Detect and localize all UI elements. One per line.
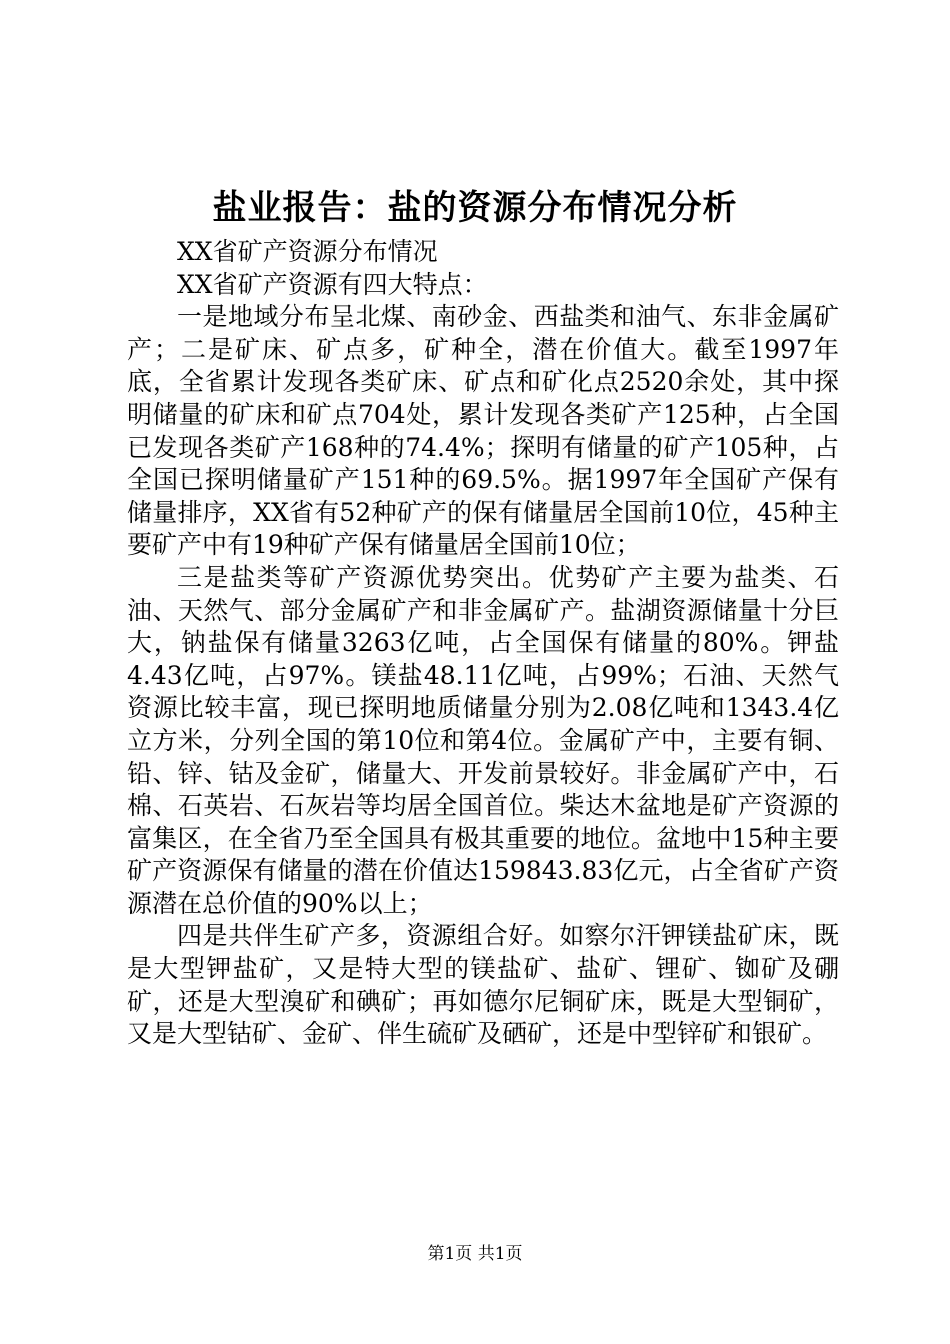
document-title: 盐业报告：盐的资源分布情况分析 <box>212 188 738 228</box>
paragraph-feature-one-two: 一是地域分布呈北煤、南砂金、西盐类和油气、东非金属矿产；二是矿床、矿点多，矿种全，潜在价值大。截至1997年底，全省累计发现各类矿床、矿点和矿化点2520余处，其中探明储量的矿床和矿点704处，累计发现各类矿产125种，占全国已发现各类矿产168种的74.4%；探明有储量的矿产105种，占全国已探明储量矿产151种的69.5%。据1997年全国矿产保有储量排序，XX省有52种矿产的保有储量居全国前10位，45种主要矿产中有19种矿产保有储量居全国前10位； <box>127 302 839 560</box>
document-body <box>127 236 839 1051</box>
paragraph-feature-three: 三是盐类等矿产资源优势突出。优势矿产主要为盐类、石油、天然气、部分金属矿产和非金属矿产。盐湖资源储量十分巨大，钠盐保有储量3263亿吨，占全国保有储量的80%。钾盐4.43亿吨，占97%。镁盐48.11亿吨，占99%；石油、天然气资源比较丰富，现已探明地质储量分别为2.08亿吨和1343.4亿立方米，分列全国的第10位和第4位。金属矿产中，主要有铜、铅、锌、钴及金矿，储量大、开发前景较好。非金属矿产中，石棉、石英岩、石灰岩等均居全国首位。柴达木盆地是矿产资源的富集区，在全省乃至全国具有极其重要的地位。盆地中15种主要矿产资源保有储量的潜在价值达159843.83亿元，占全省矿产资源潜在总价值的90%以上； <box>127 562 839 918</box>
page-footer: 第1页 共1页 <box>427 1244 523 1264</box>
paragraph-four-features: XX省矿产资源有四大特点： <box>177 269 488 299</box>
paragraph-feature-four: 四是共伴生矿产多，资源组合好。如察尔汗钾镁盐矿床，既是大型钾盐矿，又是特大型的镁盐矿、盐矿、锂矿、铷矿及硼矿，还是大型溴矿和碘矿；再如德尔尼铜矿床，既是大型铜矿，又是大型钴矿、金矿、伴生硫矿及硒矿，还是中型锌矿和银矿。 <box>127 921 839 1049</box>
paragraph-heading-distribution: XX省矿产资源分布情况 <box>177 237 438 266</box>
